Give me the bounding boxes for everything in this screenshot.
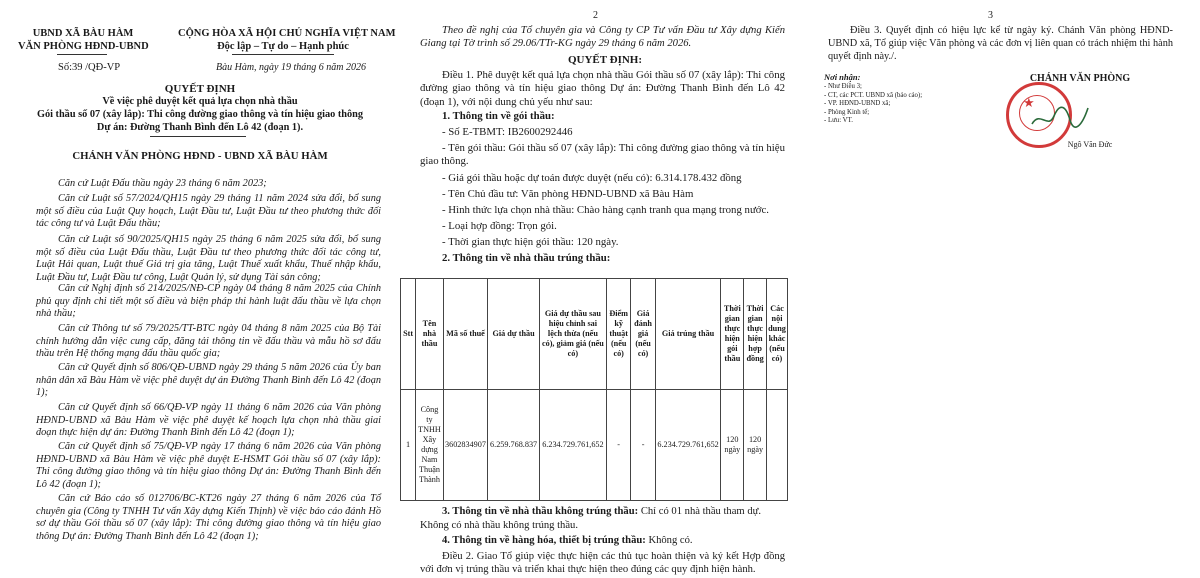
legal-basis-3: Căn cứ Luật số 90/2025/QH15 ngày 25 tháng 6 năm 2025 sửa đổi, bổ sung một số điều của Luật Đấu thầu, Luật Đầu tư theo phương thức đối tác công tư, Luật Hải quan, Luật thuế Giá trị gia tăng, Luật Thuế xuất khẩu, Thuế nhập khẩu, Luật Đầu tư, Luật Đầu tư công, Luật Quản lý, sử dụng Tài sản công; [36, 234, 381, 283]
recipient-item: - Như Điều 3; [824, 83, 862, 90]
table-row [401, 390, 788, 501]
section-3-heading: 3. Thông tin về nhà thầu không trúng thầu: [442, 506, 639, 517]
table-header-cell: Giá dự thầu [488, 279, 540, 390]
item-package-name: - Tên gói thầu: Gói thầu số 07 (xây lắp): Thi công đường giao thông và tín hiệu giao thông. [420, 142, 785, 168]
nation-line-1: CỘNG HÒA XÃ HỘI CHỦ NGHĨA VIỆT NAM [178, 28, 396, 39]
date-line: Bàu Hàm, ngày 19 tháng 6 năm 2026 [216, 62, 366, 73]
table-header-cell: Giá đánh giá (nếu có) [631, 279, 655, 390]
table-cell: Công ty TNHH Xây dựng Nam Thuận Thành [416, 390, 444, 501]
recipient-item: - VP. HĐND-UBND xã; [824, 100, 891, 108]
page-1 [0, 0, 400, 578]
table-header-cell: Stt [401, 279, 416, 390]
page-2 [400, 0, 810, 578]
item-etbmt: - Số E-TBMT: IB2600292446 [442, 126, 573, 138]
recipients-list [824, 83, 922, 126]
document-subtitle-2: Gói thầu số 07 (xây lắp): Thi công đường giao thông và tín hiệu giao thông [36, 109, 364, 120]
document-title: QUYẾT ĐỊNH [164, 83, 236, 95]
table-cell: 120 ngày [744, 390, 767, 501]
recipients-title: Nơi nhận: [824, 72, 861, 82]
section-4-text: Không có. [648, 535, 693, 546]
document-number: Số:39 /QĐ-VP [58, 62, 121, 73]
decision-heading: QUYẾT ĐỊNH: [567, 54, 643, 66]
item-package-price: - Giá gói thầu hoặc dự toán được duyệt (nếu có): 6.314.178.432 đồng [442, 172, 742, 184]
legal-basis-2: Căn cứ Luật số 57/2024/QH15 ngày 29 tháng 11 năm 2024 sửa đổi, bổ sung một số điều của Luật Quy hoạch, Luật Đầu tư, Luật Đầu tư theo phương thức đối tác công tư và Luật Đấu thầu; [36, 193, 381, 230]
table-header-cell: Giá dự thầu sau hiệu chỉnh sai lệch thừa (nếu có), giảm giá (nếu có) [539, 279, 606, 390]
document-subtitle-3: Dự án: Đường Thanh Bình đến Lô 42 (đoạn 1). [96, 122, 304, 133]
org-line-1: UBND XÃ BÀU HÀM [32, 28, 134, 39]
section-3-text: Chỉ có 01 nhà thầu tham dự. [640, 506, 762, 517]
legal-basis-4: Căn cứ Nghị định số 214/2025/NĐ-CP ngày 04 tháng 8 năm 2025 của Chính phủ quy định chi tiết một số điều và biện pháp thi hành luật đấu thầu về lựa chọn nhà thầu; [36, 283, 381, 320]
legal-basis-9: Căn cứ Báo cáo số 012706/BC-KT26 ngày 27 tháng 6 năm 2026 của Tổ chuyên gia (Công ty TNHH Tư vấn Xây dựng Kiến Thịnh) về việc báo cáo đánh Hồ sơ dự thầu Gói thầu số 07 (xây lắp): Thi công đường giao thông và tín hiệu giao thông Dự án: Đường Thanh Bình đến Lô 42 (đoạn 1); [36, 493, 381, 542]
page-number: 2 [593, 10, 598, 21]
page-number: 3 [988, 10, 993, 21]
signer-name: Ngô Văn Đức [1067, 140, 1113, 149]
org-line-2: VĂN PHÒNG HĐND-UBND [18, 41, 149, 52]
issuing-authority: CHÁNH VĂN PHÒNG HĐND - UBND XÃ BÀU HÀM [72, 150, 328, 162]
item-contract-type: - Loại hợp đồng: Trọn gói. [442, 220, 557, 232]
divider [232, 54, 334, 55]
item-duration: - Thời gian thực hiện gói thầu: 120 ngày. [442, 236, 619, 248]
table-cell: - [631, 390, 655, 501]
seal-star-icon: ★ [1023, 95, 1035, 110]
signer-title: CHÁNH VĂN PHÒNG [1029, 73, 1131, 84]
table-cell: 3602834907 [443, 390, 488, 501]
table-cell: - [606, 390, 631, 501]
winning-bidder-table [400, 278, 788, 501]
nation-line-2: Độc lập – Tự do – Hạnh phúc [217, 41, 349, 52]
page-3 [810, 0, 1200, 578]
table-cell: 1 [401, 390, 416, 501]
legal-basis-8: Căn cứ Quyết định số 75/QĐ-VP ngày 17 tháng 6 năm 2026 của Văn phòng HĐND-UBND xã Bàu Hàm về việc phê duyệt E-HSMT Gói thầu số 07 (xây lắp): Thi công đường giao thông và tín hiệu giao thông Dự án: Đường Thanh Bình đến Lô 42 (đoạn 1); [36, 441, 381, 490]
table-cell [767, 390, 788, 501]
item-selection-method: - Hình thức lựa chọn nhà thầu: Chào hàng cạnh tranh qua mạng trong nước. [442, 204, 769, 216]
article-2: Điều 2. Giao Tổ giúp việc thực hiện các thủ tục hoàn thiện và ký kết Hợp đồng với đơn vị trúng thầu và triển khai thực hiện theo đúng các quy định hiện hành. [420, 551, 785, 575]
article-1: Điều 1. Phê duyệt kết quả lựa chọn nhà thầu Gói thầu số 07 (xây lắp): Thi công đường giao thông và tín hiệu giao thông Dự án: Đường Thanh Bình đến Lô 42 (đoạn 1), với nội dung chủ yếu như sau: [420, 69, 785, 108]
recipient-item: - CT, các PCT. UBND xã (báo cáo); [824, 91, 923, 99]
table-header-cell: Thời gian thực hiện gói thầu [721, 279, 744, 390]
table-header-cell: Thời gian thực hiện hợp đồng [744, 279, 767, 390]
signature [1030, 102, 1090, 132]
proposal-intro: Theo đề nghị của Tổ chuyên gia và Công ty CP Tư vấn Đầu tư Xây dựng Kiến Giang tại Tờ trình số 29.06/TTr-KG ngày 29 tháng 6 năm 2026. [420, 25, 785, 50]
section-4 [442, 535, 693, 546]
table-header-row [401, 279, 788, 390]
divider [57, 54, 107, 55]
section-3-line-2: Không có nhà thầu không trúng thầu. [420, 520, 578, 531]
table-cell: 6.234.729.761,652 [539, 390, 606, 501]
table-header-cell: Giá trúng thầu [655, 279, 721, 390]
section-3 [442, 506, 761, 517]
table-header-cell: Điểm kỹ thuật (nếu có) [606, 279, 631, 390]
recipient-item: - Phòng Kinh tế; [824, 108, 870, 116]
table-cell: 6.234.729.761,652 [655, 390, 721, 501]
document-subtitle-1: Về việc phê duyệt kết quả lựa chọn nhà thầu [102, 96, 298, 107]
recipient-item: - Lưu: VT. [824, 117, 853, 125]
divider [150, 136, 246, 137]
table-cell: 120 ngày [721, 390, 744, 501]
section-2-heading: 2. Thông tin về nhà thầu trúng thầu: [442, 252, 611, 264]
legal-basis-1: Căn cứ Luật Đấu thầu ngày 23 tháng 6 năm 2023; [58, 178, 267, 189]
legal-basis-6: Căn cứ Quyết định số 806/QĐ-UBND ngày 29 tháng 5 năm 2026 của Ủy ban nhân dân xã Bàu Hàm về việc phê duyệt dự án Đường Thanh Bình đến Lô 42 (đoạn 1); [36, 362, 381, 399]
table-header-cell: Mã số thuế [443, 279, 488, 390]
section-4-heading: 4. Thông tin về hàng hóa, thiết bị trúng thầu: [442, 535, 646, 546]
item-investor: - Tên Chủ đầu tư: Văn phòng HĐND-UBND xã Bàu Hàm [442, 188, 694, 200]
table-header-cell: Tên nhà thầu [416, 279, 444, 390]
section-1-heading: 1. Thông tin về gói thầu: [442, 110, 555, 122]
legal-basis-5: Căn cứ Thông tư số 79/2025/TT-BTC ngày 04 tháng 8 năm 2025 của Bộ Tài chính hướng dẫn việc cung cấp, đăng tải thông tin về đấu thầu và mẫu hồ sơ đấu thầu trên Hệ thống mạng đấu thầu quốc gia; [36, 323, 381, 360]
table-header-cell: Các nội dung khác (nếu có) [767, 279, 788, 390]
table-cell: 6.259.768.837 [488, 390, 540, 501]
legal-basis-7: Căn cứ Quyết định số 66/QĐ-VP ngày 11 tháng 6 năm 2026 của Văn phòng HĐND-UBND xã Bàu Hàm về việc phê duyệt kế hoạch lựa chọn nhà thầu giai đoạn thực hiện dự án: Đường Thanh Bình đến Lô 42 (đoạn 1); [36, 402, 381, 439]
article-3: Điều 3. Quyết định có hiệu lực kể từ ngày ký. Chánh Văn phòng HĐND-UBND xã, Tổ giúp việc Văn phòng và các đơn vị liên quan có trách nhiệm thi hành quyết định này./. [828, 25, 1173, 62]
